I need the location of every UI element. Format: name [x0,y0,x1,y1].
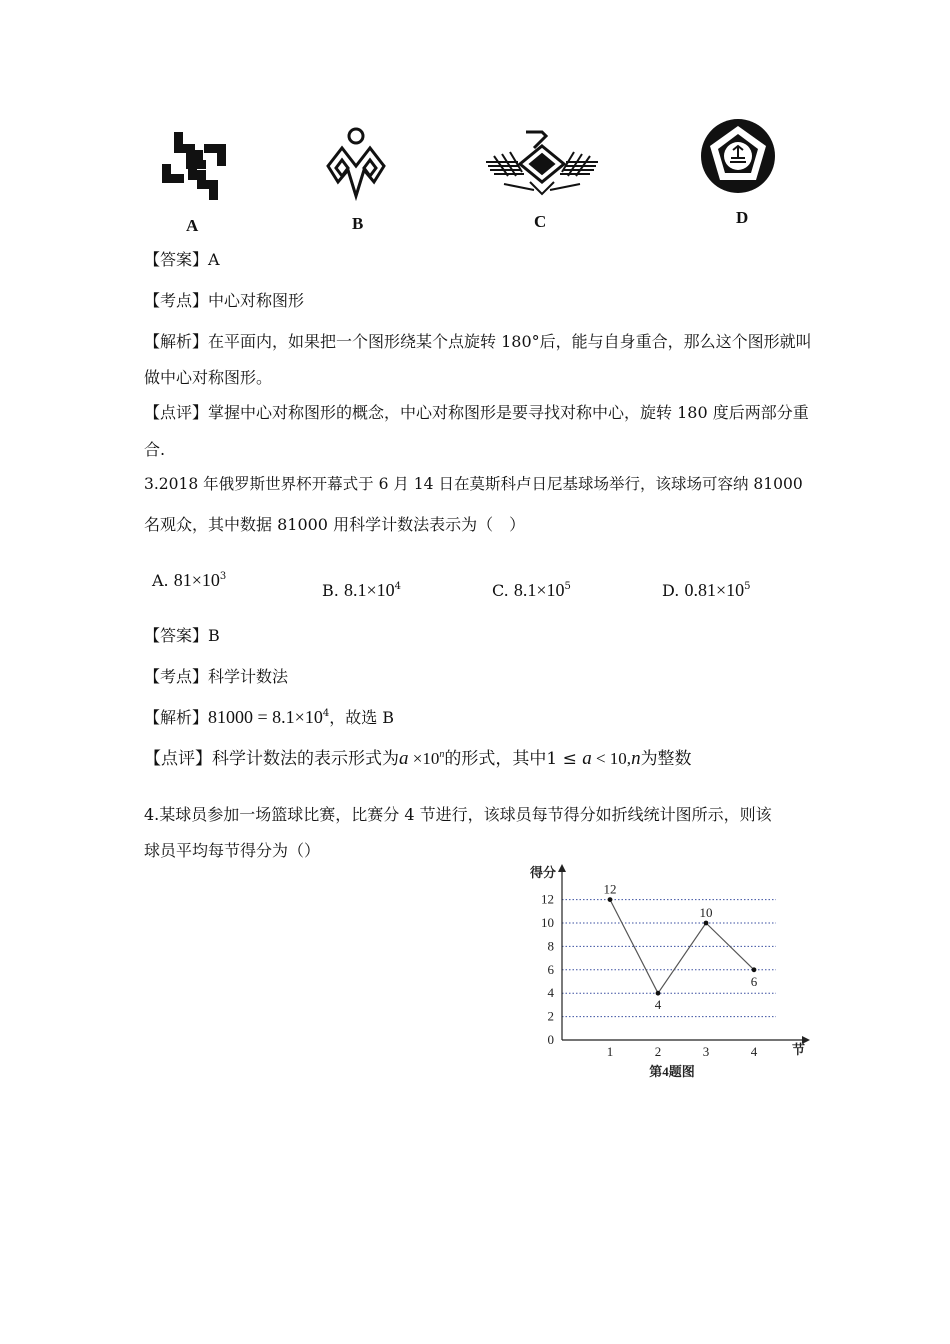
q3-answer: 【答案】B [144,626,220,645]
option-a-exp: 3 [219,571,227,582]
q3-option-a [152,570,226,591]
q3-dianping-mid: 的形式，其中1 ≤ [444,749,583,769]
y-tick-label-10: 10 [541,915,554,930]
q3-option-d [662,580,750,601]
q3-dianping-tag: 【点评】科学计数法的表示形式为 [144,749,399,769]
q3-dianping-end: 为整数 [640,749,692,769]
q2-jiexi-line1: 【解析】在平面内，如果把一个图形绕某个点旋转 180°后，能与自身重合，那么这个图形就叫 [144,332,812,351]
option-b-label: B. [322,581,339,600]
q3-option-b [322,580,401,601]
figure-d [700,118,776,194]
q3-jiexi-tail: ，故选 B [329,708,395,727]
q3-option-c [492,580,571,601]
q2-kaodian: 【考点】中心对称图形 [144,291,305,310]
data-point-1 [608,897,613,902]
q3-kaodian: 【考点】科学计数法 [144,667,289,686]
data-label-4: 6 [750,973,758,989]
option-c-base: 8.1×10 [513,580,565,600]
y-tick-label-12: 12 [541,891,554,907]
data-point-3 [704,921,709,926]
figure-label-c: C [534,212,547,231]
q4-stem-line1: 4.某球员参加一场篮球比赛，比赛分 4 节进行，该球员每节得分如折线统计图所示，则该 [144,805,772,824]
y-tick-label-6: 6 [547,961,554,977]
data-label-1: 12 [603,881,617,897]
option-c-exp: 5 [564,581,571,592]
x-tick-label-3: 3 [702,1044,710,1059]
figure-label-d: D [736,208,749,227]
q3-dianping-a: a [399,748,409,769]
figure-c [484,126,600,198]
y-tick-label-2: 2 [547,1008,554,1024]
option-c-label: C. [492,581,509,600]
q3-jiexi [144,707,394,728]
y-tick-label-0: 0 [547,1032,554,1047]
y-tick-label-4: 4 [547,985,554,1001]
figure-label-b: B [352,214,364,233]
option-d-base: 0.81×10 [684,580,745,600]
data-point-2 [656,991,661,996]
q3-jiexi-tag: 【解析】 [144,708,209,727]
option-d-exp: 5 [744,581,751,592]
q3-dianping [144,749,692,769]
q3-jiexi-exp: 4 [322,708,330,719]
option-b-base: 8.1×10 [343,580,395,600]
data-label-3: 10 [699,905,713,920]
q3-stem-line1: 3.2018 年俄罗斯世界杯开幕式于 6 月 14 日在莫斯科卢日尼基球场举行，该球场可容纳 81000 [144,475,803,493]
y-axis-title: 得分 [530,865,557,880]
x-tick-label-4: 4 [750,1044,758,1059]
option-a-base: 81×10 [173,570,220,590]
q3-dianping-n2: n [631,748,641,769]
q3-dianping-lt: < 10, [591,749,632,768]
option-d-label: D. [662,581,680,600]
q3-dianping-times: ×10 [408,749,440,768]
data-label-2: 4 [654,997,662,1013]
x-tick-label-2: 2 [654,1044,662,1059]
option-a-label: A. [152,571,169,590]
figure-b [320,126,392,202]
y-axis-arrow [558,864,566,872]
option-b-exp: 4 [394,581,401,592]
q3-dianping-n: n [439,749,445,760]
q2-jiexi-line2: 做中心对称图形。 [144,368,273,387]
q4-stem-line2: 球员平均每节得分为（） [144,841,321,860]
q2-answer: 【答案】A [144,250,220,269]
figure-label-a: A [186,216,199,235]
q3-dianping-a2: a [582,748,592,769]
x-axis-title: 节 [792,1042,806,1057]
x-tick-label-1: 1 [606,1044,614,1059]
data-point-4 [752,967,757,972]
chart-title: 第4题图 [649,1064,695,1079]
y-tick-label-8: 8 [547,938,554,954]
score-line-chart [520,858,820,1088]
q2-dianping-line2: 合. [144,440,166,459]
q3-jiexi-math: 81000 = 8.1×10 [208,707,323,727]
q3-stem-line2: 名观众，其中数据 81000 用科学计数法表示为（ ） [144,515,526,534]
figure-a [158,130,234,202]
q2-dianping-line1: 【点评】掌握中心对称图形的概念，中心对称图形是要寻找对称中心，旋转 180 度后两部分重 [144,403,809,422]
